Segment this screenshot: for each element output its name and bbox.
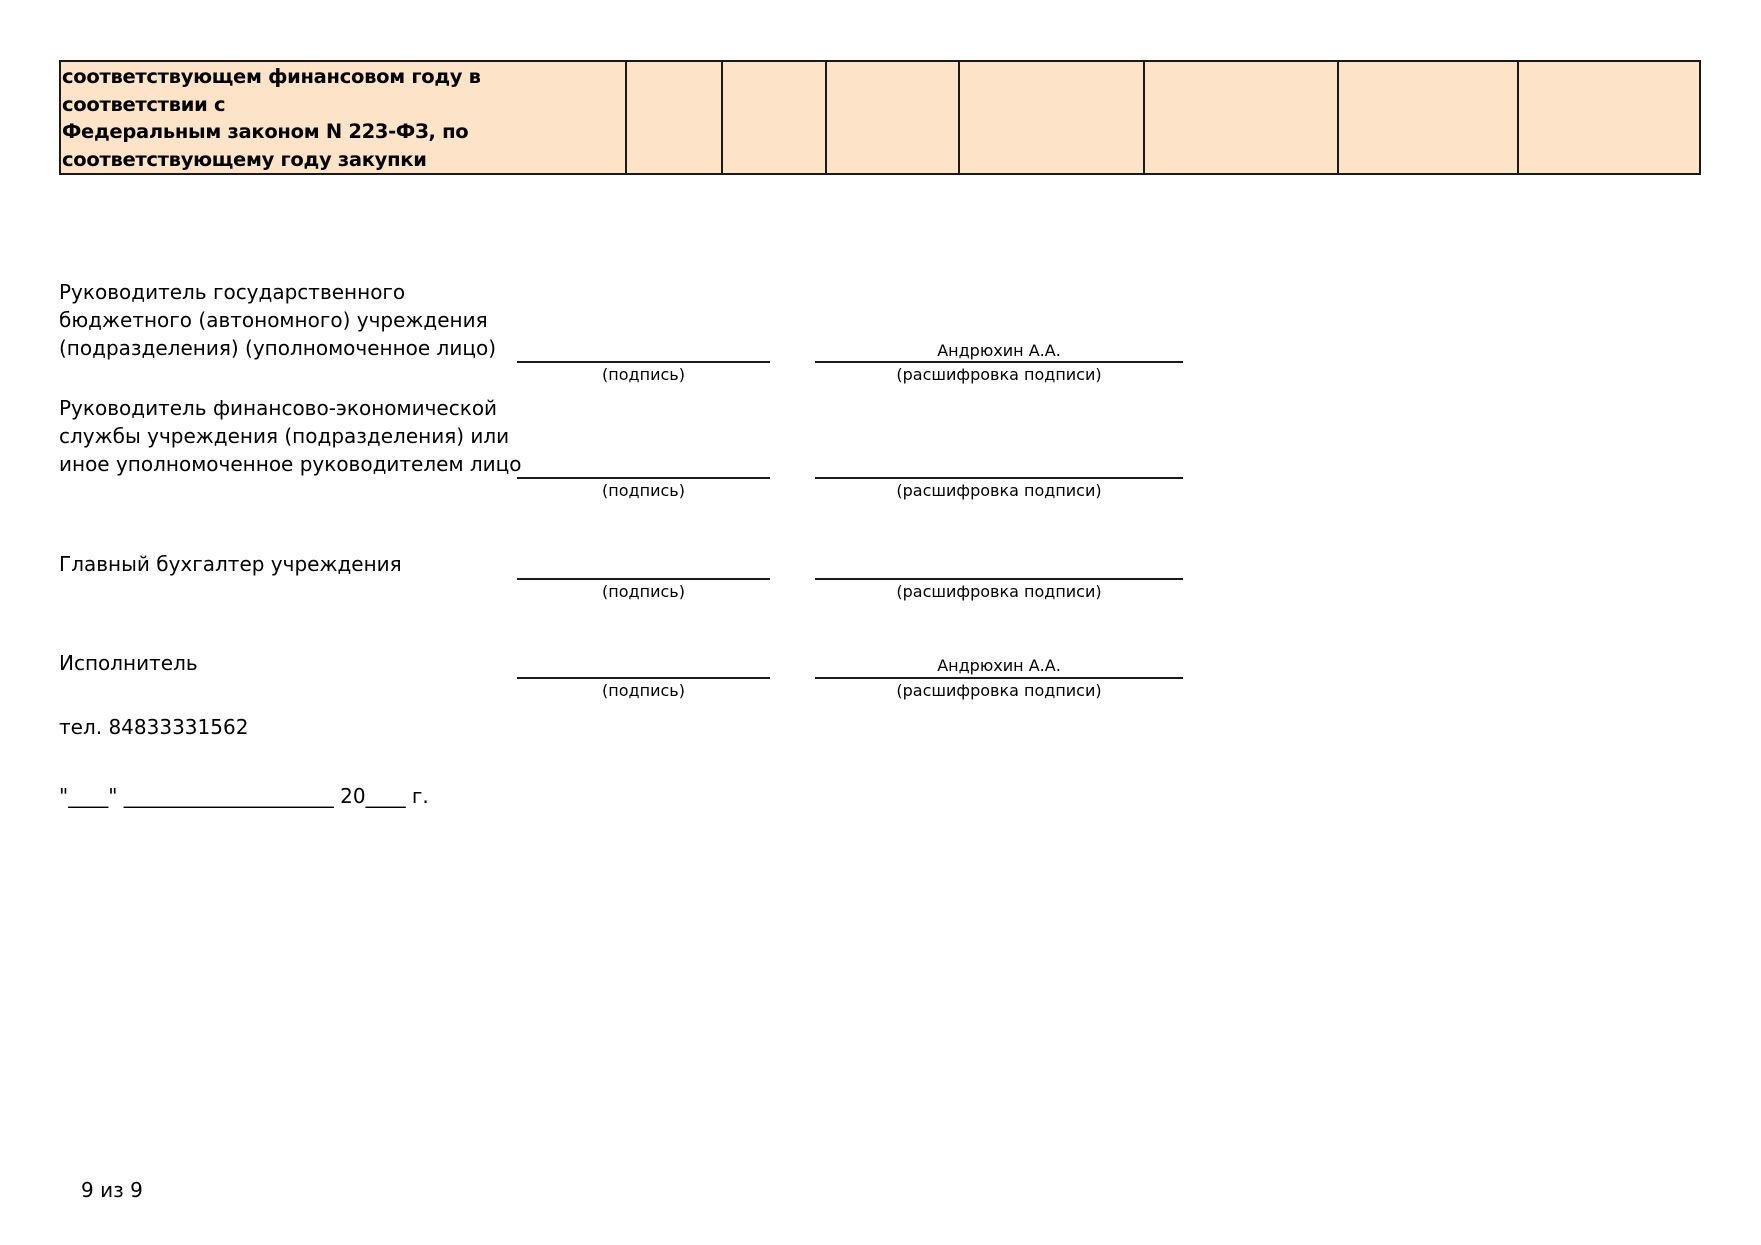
finance-head-decoding-caption: (расшифровка подписи): [896, 481, 1102, 500]
chief-accountant-decoding-line: [815, 578, 1183, 580]
finance-head-signature-caption: (подпись): [602, 481, 685, 500]
table-cell: [826, 61, 959, 174]
finance-head-signature-line[interactable]: [517, 477, 770, 479]
phone-number: тел. 84833331562: [59, 715, 249, 739]
executor-decoding-line: [815, 677, 1183, 679]
chief-accountant-signature-line[interactable]: [517, 578, 770, 580]
head-signatory-label-line: Руководитель государственного: [59, 280, 406, 304]
head-signatory-label-line: бюджетного (автономного) учреждения: [59, 308, 488, 332]
head-signatory-name: Андрюхин А.А.: [937, 341, 1061, 360]
table-cell: [1144, 61, 1338, 174]
table-cell: [722, 61, 826, 174]
report-table: [59, 60, 1701, 175]
head-decoding-line: [815, 361, 1183, 363]
executor-name: Андрюхин А.А.: [937, 656, 1061, 675]
chief-accountant-signature-caption: (подпись): [602, 582, 685, 601]
finance-head-decoding-line: [815, 477, 1183, 479]
executor-signature-line[interactable]: [517, 677, 770, 679]
head-signatory-label: [59, 278, 496, 362]
head-signature-caption: (подпись): [602, 365, 685, 384]
table-row-text-line: Федеральным законом N 223-ФЗ, по: [62, 120, 469, 143]
table-cell: [1518, 61, 1700, 174]
chief-accountant-decoding-caption: (расшифровка подписи): [896, 582, 1102, 601]
executor-decoding-caption: (расшифровка подписи): [896, 681, 1102, 700]
executor-label: Исполнитель: [59, 651, 198, 675]
finance-head-label-line: Руководитель финансово-экономической: [59, 396, 498, 420]
head-decoding-caption: (расшифровка подписи): [896, 365, 1102, 384]
table-cell: [1338, 61, 1518, 174]
chief-accountant-label: Главный бухгалтер учреждения: [59, 552, 402, 576]
page-number: 9 из 9: [81, 1178, 143, 1202]
date-field: "____" _____________________ 20____ г.: [59, 784, 429, 808]
table-cell: [626, 61, 722, 174]
executor-signature-caption: (подпись): [602, 681, 685, 700]
finance-head-label-line: службы учреждения (подразделения) или: [59, 424, 510, 448]
head-signature-line[interactable]: [517, 361, 770, 363]
table-row-text-line: соответствующему году закупки: [62, 147, 427, 171]
table-row: [60, 61, 1700, 174]
table-row-description: [60, 61, 626, 174]
finance-head-signatory-label: [59, 394, 522, 478]
table-cell: [959, 61, 1144, 174]
head-signatory-label-line: (подразделения) (уполномоченное лицо): [59, 336, 496, 360]
table-row-text-line: соответствующем финансовом году в соответствии с: [62, 65, 481, 116]
finance-head-label-line: иное уполномоченное руководителем лицо: [59, 452, 522, 476]
